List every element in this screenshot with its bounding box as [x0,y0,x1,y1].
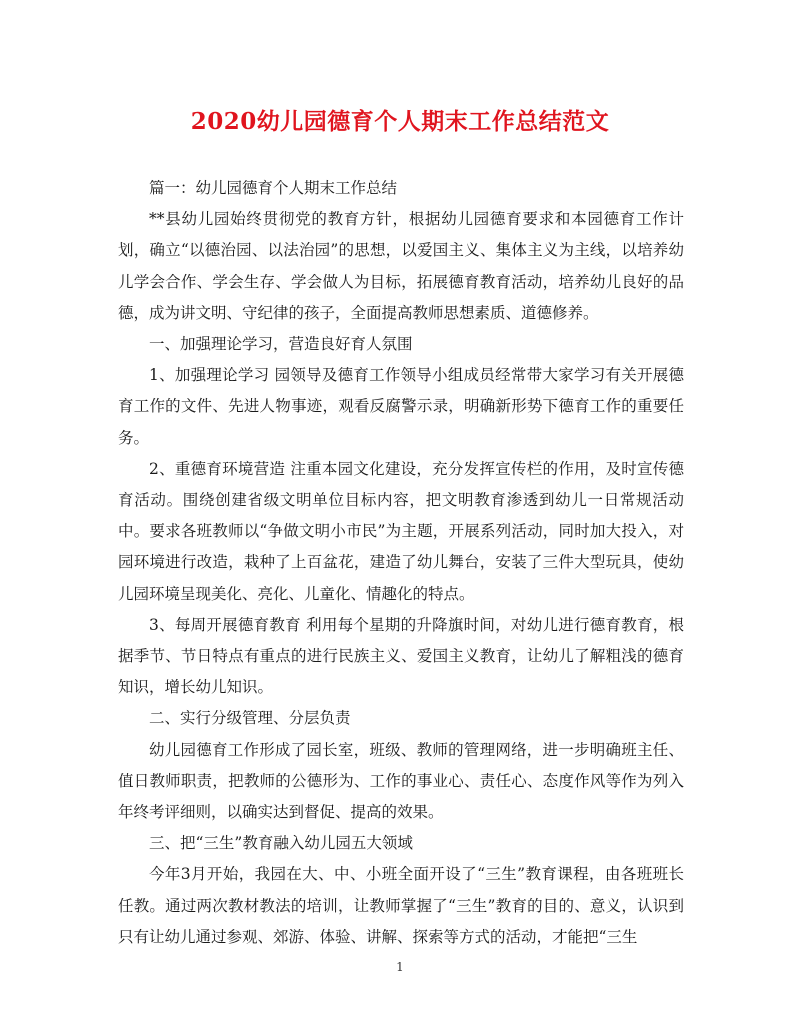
page-number: 1 [396,960,404,974]
paragraph-management: 幼儿园德育工作形成了园长室，班级、教师的管理网络，进一步明确班主任、值日教师职责，把教师的公德形为、工作的事业心、责任心、态度作风等作为列入年终考评细则，以确实达到督促、提高的效果。 [118,740,684,822]
document-body [118,173,684,953]
section-heading-1: 一、加强理论学习，营造良好育人氛围 [149,335,413,354]
section-heading-2: 二、实行分级管理、分层负责 [149,709,351,728]
section-heading-3: 三、把“三生”教育融入幼儿园五大领域 [149,834,413,853]
paragraph-heading-part1: 篇一：幼儿园德育个人期末工作总结 [149,179,398,197]
document-title: 2020幼儿园德育个人期末工作总结范文 [190,108,610,135]
paragraph-item-3: 3、每周开展德育教育 利用每个星期的升降旗时间，对幼儿进行德育教育，根据季节、节日特点有重点的进行民族主义、爱国主义教育，让幼儿了解粗浅的德育知识，增长幼儿知识。 [118,615,684,697]
paragraph-item-2: 2、重德育环境营造 注重本园文化建设，充分发挥宣传栏的作用，及时宣传德育活动。围绕创建省级文明单位目标内容，把文明教育渗透到幼儿一日常规活动中。要求各班教师以“争做文明小市民”为主题，开展系列活动，同时加大投入，对园环境进行改造，栽种了上百盆花，建造了幼儿舞台，安装了三件大型玩具，使幼儿园环境呈现美化、亮化、儿童化、情趣化的特点。 [118,459,684,603]
paragraph-intro: **县幼儿园始终贯彻党的教育方针，根据幼儿园德育要求和本园德育工作计划，确立“以德治园、以法治园”的思想，以爱国主义、集体主义为主线，以培养幼儿学会合作、学会生存、学会做人为目标，拓展德育教育活动，培养幼儿良好的品德，成为讲文明、守纪律的孩子，全面提高教师思想素质、道德修养。 [118,210,684,322]
paragraph-sansheng: 今年3月开始，我园在大、中、小班全面开设了“三生”教育课程，由各班班长任教。通过两次教材教法的培训，让教师掌握了“三生”教育的目的、意义，认识到只有让幼儿通过参观、郊游、体验、讲解、探索等方式的活动，才能把“三生 [118,865,684,946]
paragraph-item-1: 1、加强理论学习 园领导及德育工作领导小组成员经常带大家学习有关开展德育工作的文件、先进人物事迹，观看反腐警示录，明确新形势下德育工作的重要任务。 [118,366,684,447]
